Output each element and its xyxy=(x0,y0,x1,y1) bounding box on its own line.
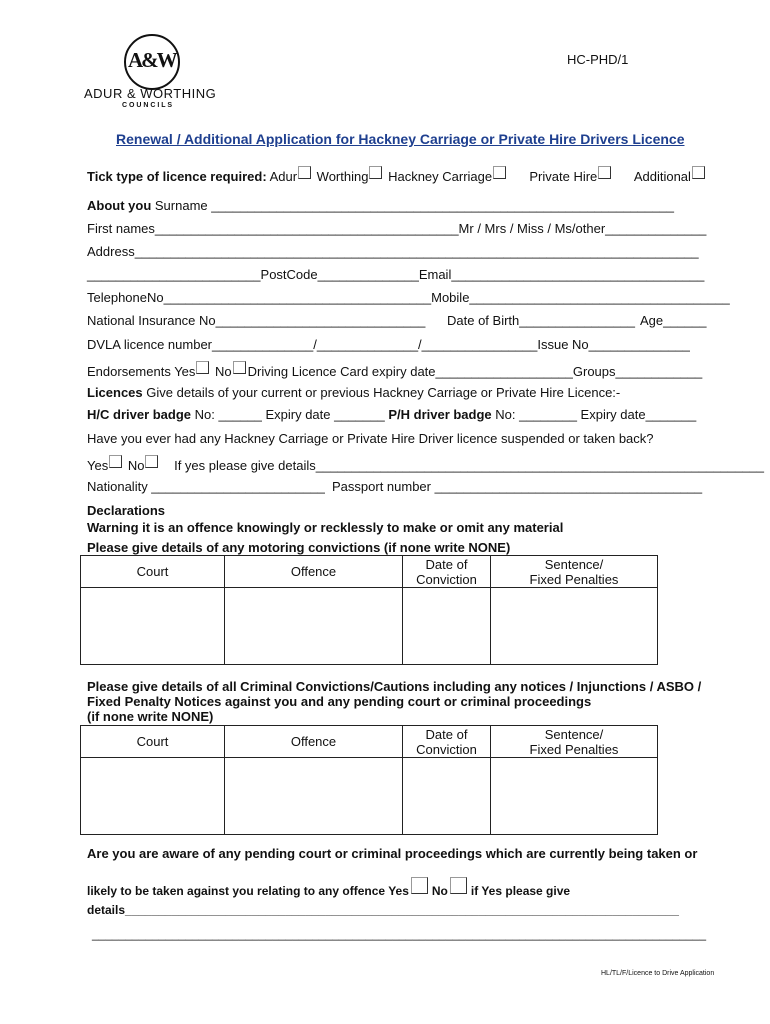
worthing-checkbox[interactable] xyxy=(369,166,382,179)
court-header: Court xyxy=(81,556,225,588)
pending-question-line1: Are you are aware of any pending court or criminal proceedings which are currently being taken or xyxy=(87,846,698,861)
hc-badge-label: H/C driver badge xyxy=(87,407,192,422)
pending-question-line2 xyxy=(87,877,570,899)
option-private-hire-label: Private Hire xyxy=(529,169,598,184)
age-field[interactable]: Age______ xyxy=(640,313,707,328)
table-row[interactable] xyxy=(81,758,658,835)
licences-text: Give details of your current or previous Hackney Carriage or Private Hire Licence:- xyxy=(142,385,621,400)
declarations-warning: Warning it is an offence knowingly or recklessly to make or omit any material xyxy=(87,520,564,535)
doc-reference: HC-PHD/1 xyxy=(567,52,629,67)
offence-cell[interactable] xyxy=(225,588,403,665)
date-cell[interactable] xyxy=(403,758,491,835)
form-title: Renewal / Additional Application for Hackney Carriage or Private Hire Drivers Licence xyxy=(116,131,685,147)
dvla-licence-row[interactable]: DVLA licence number______________/______________/________________Issue No______________ xyxy=(87,337,690,352)
suspended-yes-label: Yes xyxy=(87,458,109,473)
pending-yes-checkbox[interactable] xyxy=(411,877,428,894)
criminal-prompt-line1: Please give details of all Criminal Convictions/Cautions including any notices / Injunctions / ASBO / xyxy=(87,679,702,694)
sentence-cell[interactable] xyxy=(491,758,658,835)
table-row[interactable] xyxy=(81,588,658,665)
first-names-field[interactable]: First names__________________________________________Mr / Mrs / Miss / Ms/other______________ xyxy=(87,221,707,236)
date-cell[interactable] xyxy=(403,588,491,665)
endorsements-yes-checkbox[interactable] xyxy=(196,361,209,374)
table-header-row xyxy=(81,556,658,588)
licences-heading: Licences xyxy=(87,385,143,400)
logo-name: ADUR & WORTHING xyxy=(84,86,217,101)
date-header-line1: Date of xyxy=(425,726,468,742)
logo-mark-text: A&W xyxy=(128,48,176,72)
court-header: Court xyxy=(81,726,225,758)
postcode-email-row[interactable]: ________________________PostCode______________Email___________________________________ xyxy=(87,267,705,282)
suspended-yes-checkbox[interactable] xyxy=(109,455,122,468)
endorsements-no-label: No xyxy=(215,364,232,379)
surname-row[interactable] xyxy=(87,198,674,214)
council-logo xyxy=(84,30,224,114)
address-field[interactable]: Address______________________________________________________________________________ xyxy=(87,244,699,259)
date-header xyxy=(403,726,491,758)
surname-field[interactable]: Surname ________________________________________________________________ xyxy=(151,198,674,213)
option-adur-label: Adur xyxy=(269,169,298,184)
court-cell[interactable] xyxy=(81,588,225,665)
pending-no-label: No xyxy=(431,884,448,898)
nationality-field[interactable]: Nationality ________________________ xyxy=(87,479,325,494)
option-worthing-label: Worthing xyxy=(316,169,369,184)
motoring-convictions-table xyxy=(80,555,658,665)
endorsements-yes-label: Endorsements Yes xyxy=(87,364,196,379)
offence-header: Offence xyxy=(225,726,403,758)
date-of-birth-field[interactable]: Date of Birth________________ xyxy=(447,313,635,328)
pending-question-text: likely to be taken against you relating to any offence Yes xyxy=(87,884,409,898)
criminal-prompt-line2: Fixed Penalty Notices against you and any pending court or criminal proceedings xyxy=(87,694,592,709)
date-header xyxy=(403,556,491,588)
about-heading: About you xyxy=(87,198,152,213)
pending-no-checkbox[interactable] xyxy=(450,877,467,894)
endorsements-row xyxy=(87,361,702,380)
logo-sub: C O U N C I L S xyxy=(122,102,173,109)
private-hire-checkbox[interactable] xyxy=(598,166,611,179)
sentence-header xyxy=(491,726,658,758)
additional-checkbox[interactable] xyxy=(692,166,705,179)
table-header-row xyxy=(81,726,658,758)
tick-type-row xyxy=(87,166,707,185)
adur-checkbox[interactable] xyxy=(298,166,311,179)
suspended-question: Have you ever had any Hackney Carriage or Private Hire Driver licence suspended or taken back? xyxy=(87,431,654,446)
motoring-prompt: Please give details of any motoring convictions (if none write NONE) xyxy=(87,540,511,555)
date-header-line2: Conviction xyxy=(416,741,477,757)
sentence-cell[interactable] xyxy=(491,588,658,665)
offence-cell[interactable] xyxy=(225,758,403,835)
hackney-carriage-checkbox[interactable] xyxy=(493,166,506,179)
ph-badge-label: P/H driver badge xyxy=(388,407,492,422)
ph-badge-field[interactable]: No: ________ Expiry date_______ xyxy=(491,407,697,422)
footer-reference: HL/TL/F/Licence to Drive Application xyxy=(601,970,715,977)
sentence-header-line1: Sentence/ xyxy=(544,726,604,742)
declarations-heading: Declarations xyxy=(87,503,166,518)
national-insurance-field[interactable]: National Insurance No_____________________________ xyxy=(87,313,426,328)
criminal-convictions-table xyxy=(80,725,658,835)
offence-header: Offence xyxy=(225,556,403,588)
date-header-line2: Conviction xyxy=(416,571,477,587)
criminal-prompt-line3: (if none write NONE) xyxy=(87,709,214,724)
suspended-details-field[interactable]: If yes please give details______________________________________________________________ xyxy=(174,458,764,473)
court-cell[interactable] xyxy=(81,758,225,835)
sentence-header xyxy=(491,556,658,588)
licences-row xyxy=(87,385,620,401)
suspended-no-checkbox[interactable] xyxy=(145,455,158,468)
date-header-line1: Date of xyxy=(425,556,468,572)
hc-badge-field[interactable]: No: ______ Expiry date _______ xyxy=(191,407,389,422)
option-additional-label: Additional xyxy=(633,169,691,184)
telephone-mobile-row[interactable]: TelephoneNo_____________________________________Mobile____________________________________ xyxy=(87,290,730,305)
passport-field[interactable]: Passport number _____________________________________ xyxy=(332,479,703,494)
pending-if-yes-label: if Yes please give xyxy=(470,884,571,898)
card-expiry-groups-field[interactable]: Driving Licence Card expiry date___________________Groups____________ xyxy=(247,364,703,379)
sentence-header-line2: Fixed Penalties xyxy=(529,741,619,757)
option-hackney-label: Hackney Carriage xyxy=(388,169,493,184)
badge-row[interactable] xyxy=(87,407,696,423)
suspended-answer-row xyxy=(87,455,764,474)
sentence-header-line1: Sentence/ xyxy=(544,556,604,572)
pending-details-line[interactable]: ____________________________________________________________________________________________ xyxy=(92,927,706,941)
suspended-no-label: No xyxy=(127,458,145,473)
sentence-header-line2: Fixed Penalties xyxy=(529,571,619,587)
pending-details-field[interactable]: details___________________________________________________________________________________ xyxy=(87,903,679,917)
tick-type-label: Tick type of licence required: xyxy=(87,169,267,184)
endorsements-no-checkbox[interactable] xyxy=(233,361,246,374)
